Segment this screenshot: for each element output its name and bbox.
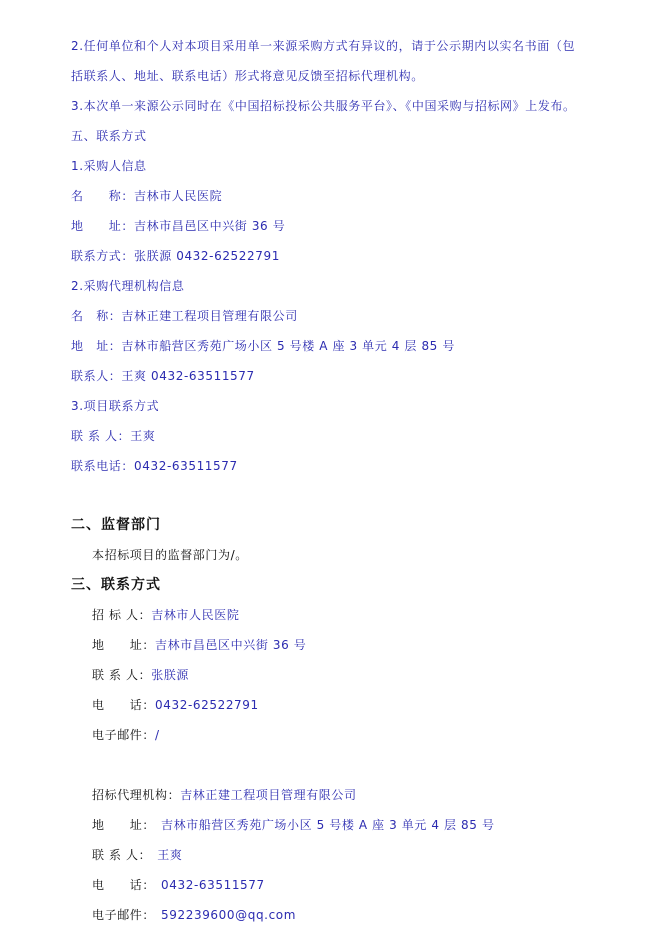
contact-heading: 三、联系方式: [71, 577, 161, 593]
agency-block-phone-label: 电 话：: [92, 878, 156, 892]
purchaser-name: 名 称：吉林市人民医院: [71, 189, 223, 203]
agency-block-phone-row: [92, 877, 265, 893]
tenderer-address-row: [92, 637, 306, 653]
project-contact-phone: 联系电话：0432-63511577: [71, 459, 238, 473]
tenderer-address-label: 地 址：: [92, 638, 156, 652]
section5-title: 五、联系方式: [71, 129, 147, 143]
tenderer-phone-row: [92, 697, 259, 713]
agency-block-phone-value: 0432-63511577: [161, 878, 265, 892]
agency-block-row: [92, 787, 357, 803]
agency-block-email-row: [92, 907, 296, 923]
tenderer-row: [92, 607, 239, 623]
agency-block-address-value: 吉林市船营区秀苑广场小区 5 号楼 A 座 3 单元 4 层 85 号: [161, 818, 495, 832]
project-contact-person: 联 系 人：王爽: [71, 429, 156, 443]
tenderer-email-value: /: [155, 728, 160, 742]
tenderer-address-value: 吉林市昌邑区中兴街 36 号: [155, 638, 307, 652]
tenderer-label: 招 标 人：: [92, 608, 152, 622]
agency-block-email-label: 电子邮件：: [92, 908, 156, 922]
supervision-heading: 二、监督部门: [71, 517, 161, 533]
agency-address: 地 址：吉林市船营区秀苑广场小区 5 号楼 A 座 3 单元 4 层 85 号: [71, 339, 455, 353]
agency-contact: 联系人：王爽 0432-63511577: [71, 369, 255, 383]
agency-block-value: 吉林正建工程项目管理有限公司: [180, 788, 357, 802]
agency-block-label: 招标代理机构：: [92, 788, 181, 802]
notice-item3: 3.本次单一来源公示同时在《中国招标投标公共服务平台》、《中国采购与招标网》上发布。: [71, 99, 576, 113]
purchaser-contact: 联系方式：张朕源 0432-62522791: [71, 249, 280, 263]
tenderer-value: 吉林市人民医院: [151, 608, 240, 622]
agency-block-contact-label: 联 系 人：: [92, 848, 152, 862]
tenderer-contact-value: 张朕源: [151, 668, 190, 682]
agency-block-contact-value: 王爽: [157, 848, 183, 862]
notice-item2-line1: 2.任何单位和个人对本项目采用单一来源采购方式有异议的，请于公示期内以实名书面（包: [71, 39, 576, 53]
tenderer-email-row: [92, 727, 160, 743]
tenderer-contact-label: 联 系 人：: [92, 668, 152, 682]
supervision-text: 本招标项目的监督部门为/。: [92, 548, 248, 562]
agency-name: 名 称：吉林正建工程项目管理有限公司: [71, 309, 298, 323]
purchaser-title: 1.采购人信息: [71, 159, 147, 173]
project-contact-title: 3.项目联系方式: [71, 399, 160, 413]
tenderer-phone-value: 0432-62522791: [155, 698, 259, 712]
tenderer-contact-row: [92, 667, 189, 683]
agency-block-address-row: [92, 817, 495, 833]
agency-block-contact-row: [92, 847, 182, 863]
agency-title: 2.采购代理机构信息: [71, 279, 185, 293]
notice-item2-line2: 括联系人、地址、联系电话）形式将意见反馈至招标代理机构。: [71, 69, 424, 83]
tenderer-phone-label: 电 话：: [92, 698, 156, 712]
agency-block-address-label: 地 址：: [92, 818, 156, 832]
agency-block-email-value: 592239600@qq.com: [161, 908, 297, 922]
purchaser-address: 地 址：吉林市昌邑区中兴街 36 号: [71, 219, 286, 233]
tenderer-email-label: 电子邮件：: [92, 728, 156, 742]
